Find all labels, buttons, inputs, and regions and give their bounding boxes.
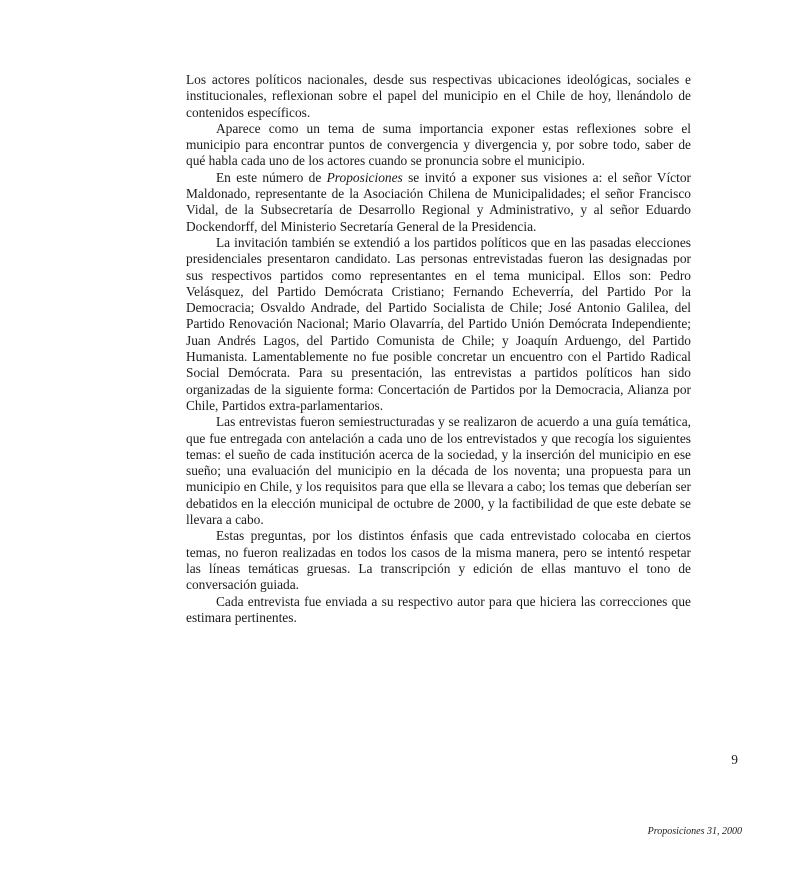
paragraph-invitados — [186, 170, 691, 235]
paragraph-preguntas: Estas preguntas, por los distintos énfasis que cada entrevistado colocaba en ciertos temas, no fueron realizadas en todos los casos de la misma manera, pero se intentó respetar las líneas temáticas gruesas. La transcripción y edición de ellas mantuvo el tono de conversación guiada. — [186, 528, 691, 593]
page-number: 9 — [731, 752, 738, 767]
body-text — [186, 72, 691, 626]
paragraph-actores: Los actores políticos nacionales, desde sus respectivas ubicaciones ideológicas, sociales e institucionales, reflexionan sobre el papel del municipio en el Chile de hoy, llenándolo de contenidos específicos. — [186, 72, 691, 120]
paragraph-partidos: La invitación también se extendió a los partidos políticos que en las pasadas elecciones presidenciales presentaron candidato. Las personas entrevistadas fueron las designadas por sus respectivos partidos como representantes en el tema municipal. Ellos son: Pedro Velásquez, del Partido Demócrata Cristiano; Fernando Echeverría, del Partido Por la Democracia; Osvaldo Andrade, del Partido Socialista de Chile; José Antonio Galilea, del Partido Renovación Nacional; Mario Olavarría, del Partido Unión Demócrata Independiente; Juan Andrés Lagos, del Partido Comunista de Chile; y Joaquín Arduengo, del Partido Humanista. Lamentablemente no fue posible concretar un encuentro con el Partido Radical Social Demócrata. Para su presentación, las entrevistas a partidos políticos han sido organizadas de la siguiente forma: Concertación de Partidos por la Democracia, Alianza por Chile, Partidos extra-parlamentarios. — [186, 234, 691, 413]
journal-footer: Proposiciones 31, 2000 — [647, 826, 742, 837]
paragraph-correcciones: Cada entrevista fue enviada a su respectivo autor para que hiciera las correcciones que estimara pertinentes. — [186, 593, 691, 625]
paragraph-reflexiones: Aparece como un tema de suma importancia exponer estas reflexiones sobre el municipio para encontrar puntos de convergencia y divergencia y, por sobre todo, saber de qué habla cada uno de los actores cuando se pronuncia sobre el municipio. — [186, 120, 691, 169]
paragraph-invitados-rest: se invitó a exponer sus visiones a: el señor Víctor Maldonado, representante de la Asociación Chilena de Municipalidades; el señor Francisco Vidal, de la Subsecretaría de Desarrollo Regional y Administrativo, y al señor Eduardo Dockendorff, del Ministerio Secretaría General de la Presidencia. — [186, 169, 691, 234]
paragraph-invitados-lead: En este número de — [216, 169, 327, 185]
journal-title-italic: Proposiciones — [326, 169, 403, 185]
paragraph-entrevistas: Las entrevistas fueron semiestructuradas y se realizaron de acuerdo a una guía temática, que fue entregada con antelación a cada uno de los entrevistados y que recogía los siguientes temas: el sueño de cada institución acerca de la sociedad, y la inserción del municipio en ese sueño; una evaluación del municipio en la década de los noventa; una propuesta para un municipio en Chile, y los requisitos para que ella se llevara a cabo; los temas que deberían ser debatidos en la elección municipal de octubre de 2000, y la factibilidad de que este debate se llevara a cabo. — [186, 414, 691, 528]
